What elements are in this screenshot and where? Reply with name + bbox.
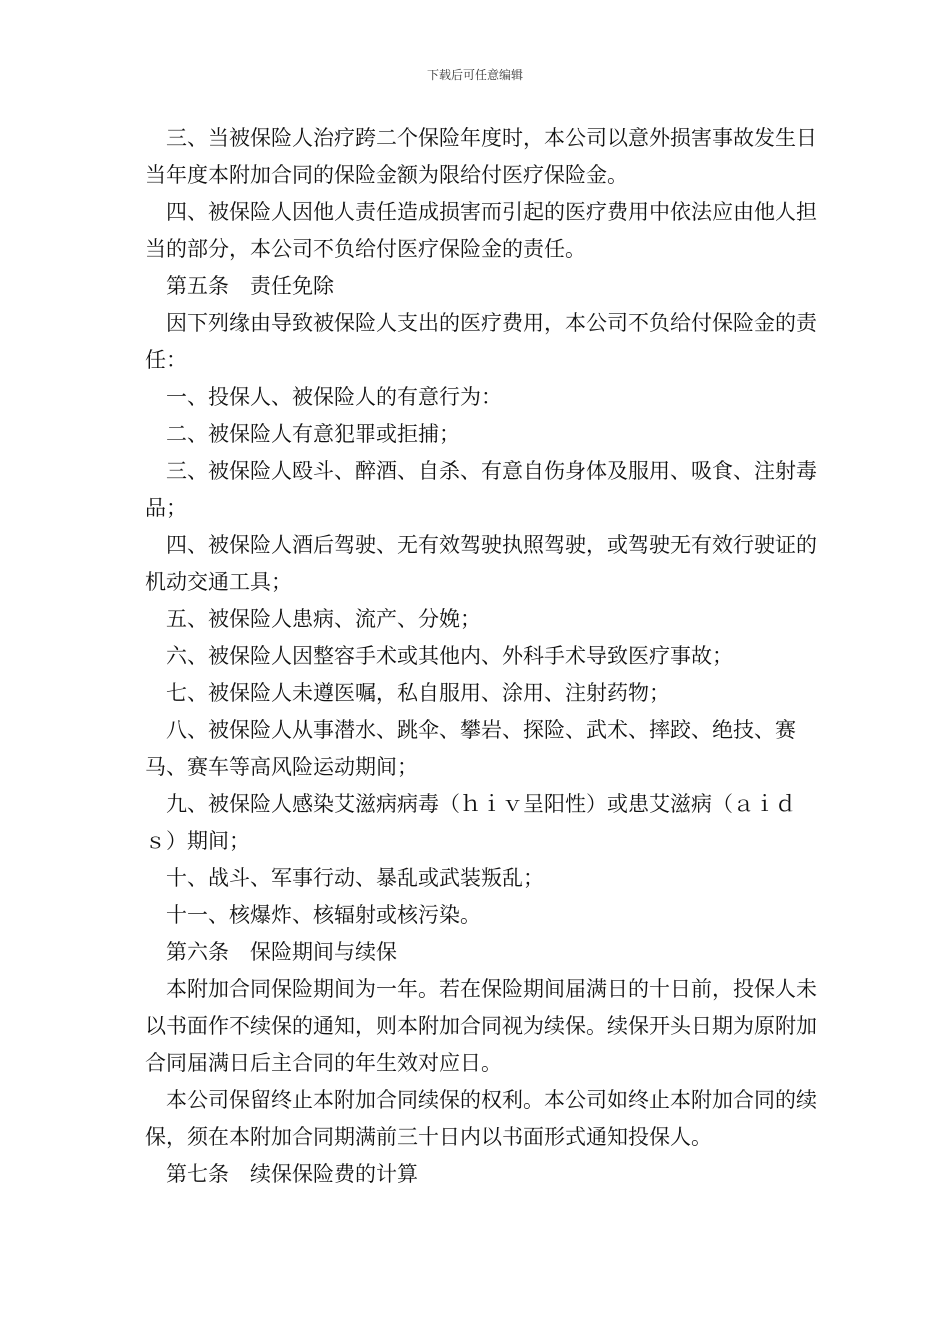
list-item: 五、被保险人患病、流产、分娩； [166,607,481,631]
list-item: 四、被保险人酒后驾驶、无有效驾驶执照驾驶，或驾驶无有效行驶证的机动交通工具； [145,533,817,594]
list-item: 七、被保险人未遵医嘱，私自服用、涂用、注射药物； [166,681,670,705]
list-item: 三、被保险人殴斗、醉酒、自杀、有意自伤身体及服用、吸食、注射毒品； [145,459,817,520]
paragraph: 本附加合同保险期间为一年。若在保险期间届满日的十日前，投保人未以书面作不续保的通知，则本附加合同视为续保。续保开头日期为原附加合同届满日后主合同的年生效对应日。 [145,977,817,1075]
list-item: 九、被保险人感染艾滋病病毒（ｈｉｖ呈阳性）或患艾滋病（ａｉｄｓ）期间； [145,792,796,853]
paragraph: 本公司保留终止本附加合同续保的权利。本公司如终止本附加合同的续保，须在本附加合同期满前三十日内以书面形式通知投保人。 [145,1088,817,1149]
paragraph: 因下列缘由导致被保险人支出的医疗费用，本公司不负给付保险金的责任： [145,311,817,372]
section-heading: 第七条 续保保险费的计算 [166,1162,418,1186]
list-item: 二、被保险人有意犯罪或拒捕； [166,422,460,446]
section-heading: 第六条 保险期间与续保 [166,940,397,964]
list-item: 十一、核爆炸、核辐射或核污染。 [166,903,481,927]
document-body [145,120,825,1193]
list-item: 八、被保险人从事潜水、跳伞、攀岩、探险、武术、摔跤、绝技、赛马、赛车等高风险运动期间； [145,718,796,779]
section-heading: 第五条 责任免除 [166,274,334,298]
list-item: 十、战斗、军事行动、暴乱或武装叛乱； [166,866,544,890]
paragraph: 三、当被保险人治疗跨二个保险年度时，本公司以意外损害事故发生日当年度本附加合同的保险金额为限给付医疗保险金。 [145,126,817,187]
list-item: 六、被保险人因整容手术或其他内、外科手术导致医疗事故； [166,644,733,668]
list-item: 一、投保人、被保险人的有意行为： [166,385,502,409]
page-header: 下载后可任意编辑 [426,68,523,82]
paragraph: 四、被保险人因他人责任造成损害而引起的医疗费用中依法应由他人担当的部分，本公司不负给付医疗保险金的责任。 [145,200,817,261]
